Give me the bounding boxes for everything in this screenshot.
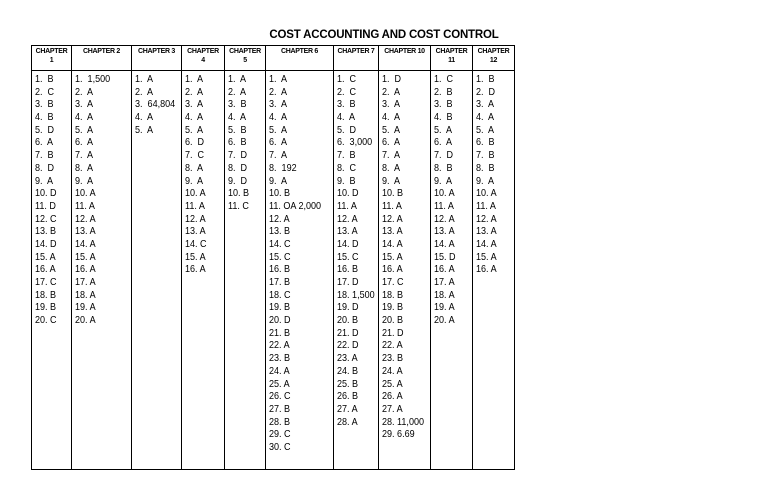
answer-item: 1. A [135, 73, 154, 85]
answer-item: 17. C [382, 276, 404, 288]
answer-list [334, 71, 378, 428]
answer-item: 13. A [476, 225, 497, 238]
answer-item: 22. D [337, 339, 359, 352]
answer-item: 7. B [35, 149, 54, 162]
answer-list [32, 71, 71, 327]
answer-item: 6. D [185, 136, 205, 149]
answer-item: 6. A [75, 136, 94, 149]
answer-item: 3. B [35, 98, 54, 111]
answer-item: 4. A [476, 111, 495, 124]
answer-item: 26. B [337, 390, 359, 403]
answer-item: 12. A [476, 212, 497, 225]
answer-item: 9. A [75, 174, 94, 187]
answer-item: 10. A [185, 187, 206, 200]
answer-item: 11. C [228, 199, 249, 212]
answer-item: 12. A [434, 212, 455, 225]
chapter-header: CHAPTER 5 [225, 46, 265, 71]
answer-item: 20. D [269, 314, 291, 327]
answer-item: 25. B [337, 377, 359, 390]
answer-item: 2. A [135, 85, 154, 98]
answer-item: 11. A [434, 199, 454, 212]
answer-item: 27. A [382, 402, 403, 415]
answer-item: 22. A [269, 339, 290, 352]
answer-item: 13. B [35, 225, 57, 238]
answer-item: 10. A [75, 187, 96, 200]
answer-item: 15. C [269, 250, 291, 263]
answer-item: 5. A [269, 123, 288, 136]
answer-item: 3. B [337, 98, 356, 111]
answer-item: 4. B [35, 111, 54, 124]
answer-item: 2. A [75, 85, 94, 98]
answer-item: 2. C [337, 85, 357, 98]
answer-item: 24. A [269, 364, 290, 377]
answer-item: 24. B [337, 364, 359, 377]
answer-item: 5. D [337, 123, 357, 136]
answer-item: 8. C [337, 161, 357, 174]
answer-item: 20. A [75, 314, 96, 327]
answer-item: 18. B [35, 288, 57, 301]
answer-item: 11. A [476, 199, 496, 212]
answer-item: 7. D [434, 149, 454, 162]
answer-item: 16. A [185, 263, 206, 276]
answer-item: 2. A [185, 85, 204, 98]
answer-list [132, 71, 181, 136]
answer-item: 23. A [337, 352, 358, 365]
answer-item: 18. 1,500 [337, 288, 375, 301]
answer-item: 1. A [269, 73, 288, 85]
chapter-column [32, 46, 72, 469]
answer-item: 7. D [228, 149, 248, 162]
answer-item: 2. B [434, 85, 453, 98]
answer-item: 15. A [476, 250, 497, 263]
answer-item: 26. C [269, 390, 291, 403]
answer-item: 4. A [75, 111, 94, 124]
answer-item: 1. C [434, 73, 454, 85]
answer-item: 23. B [382, 352, 404, 365]
answer-item: 21. D [337, 326, 359, 339]
answer-item: 5. B [228, 123, 247, 136]
answer-item: 7. C [185, 149, 205, 162]
answer-item: 2. C [35, 85, 55, 98]
answer-item: 16. A [382, 263, 403, 276]
answer-item: 2. D [476, 85, 496, 98]
answer-item: 10. A [476, 187, 497, 200]
answer-list [431, 71, 472, 327]
answer-item: 28. 11,000 [382, 415, 425, 428]
chapter-header: CHAPTER 3 [132, 46, 181, 71]
answer-item: 8. D [228, 161, 248, 174]
answer-item: 12. A [185, 212, 206, 225]
answer-item: 1. C [337, 73, 357, 85]
answer-list [379, 71, 430, 441]
answer-item: 22. A [382, 339, 403, 352]
answer-item: 16. A [434, 263, 455, 276]
chapter-header: CHAPTER 4 [182, 46, 224, 71]
answer-item: 14. D [337, 237, 359, 250]
answer-item: 10. D [337, 187, 359, 200]
answer-item: 5. A [476, 123, 495, 136]
answer-item: 8. 192 [269, 161, 297, 174]
answer-item: 20. B [337, 314, 359, 327]
answer-item: 17. C [35, 276, 57, 288]
answer-item: 9. B [337, 174, 356, 187]
answer-item: 4. A [269, 111, 288, 124]
answer-item: 15. A [35, 250, 56, 263]
answer-item: 8. A [185, 161, 204, 174]
answer-item: 13. A [337, 225, 358, 238]
answer-item: 19. B [35, 301, 57, 314]
answer-item: 21. B [269, 326, 291, 339]
answer-item: 15. D [434, 250, 456, 263]
chapter-column [431, 46, 473, 469]
answer-item: 12. A [337, 212, 358, 225]
chapter-column [72, 46, 132, 469]
answer-item: 17. A [434, 276, 455, 288]
answer-item: 6. A [382, 136, 401, 149]
answer-item: 11. A [337, 199, 357, 212]
answer-item: 6. B [228, 136, 247, 149]
chapter-header: CHAPTER 12 [473, 46, 514, 71]
answer-item: 20. A [434, 314, 455, 327]
answer-item: 25. A [382, 377, 403, 390]
answer-item: 15. A [75, 250, 96, 263]
answer-item: 23. B [269, 352, 291, 365]
answer-item: 27. A [337, 402, 358, 415]
answer-item: 8. D [35, 161, 55, 174]
answer-item: 3. A [75, 98, 94, 111]
answer-list [225, 71, 265, 213]
chapter-column [182, 46, 225, 469]
answer-item: 25. A [269, 377, 290, 390]
answer-item: 1. B [476, 73, 495, 85]
chapter-header: CHAPTER 10 [379, 46, 430, 71]
answer-item: 1. B [35, 73, 54, 85]
answer-item: 10. D [35, 187, 57, 200]
answer-item: 16. B [269, 263, 291, 276]
answer-item: 13. A [382, 225, 403, 238]
answer-item: 5. A [434, 123, 453, 136]
answer-item: 1. A [228, 73, 247, 85]
answer-item: 11. A [185, 199, 205, 212]
answer-item: 5. A [135, 123, 154, 136]
answer-item: 5. A [382, 123, 401, 136]
answer-item: 19. A [75, 301, 96, 314]
answer-item: 9. A [185, 174, 204, 187]
answer-item: 18. C [269, 288, 291, 301]
answer-item: 9. A [35, 174, 54, 187]
answer-list [266, 71, 333, 454]
answer-item: 7. A [269, 149, 288, 162]
answer-item: 18. B [382, 288, 404, 301]
answer-item: 1. D [382, 73, 402, 85]
answer-item: 9. A [434, 174, 453, 187]
answer-item: 19. B [382, 301, 404, 314]
answer-item: 17. A [75, 276, 96, 288]
answer-item: 12. A [75, 212, 96, 225]
answer-item: 2. A [382, 85, 401, 98]
answer-item: 14. A [434, 237, 455, 250]
answer-item: 5. A [75, 123, 94, 136]
answer-item: 30. C [269, 440, 291, 453]
answer-item: 12. A [382, 212, 403, 225]
answer-item: 11. A [75, 199, 95, 212]
answer-item: 21. D [382, 326, 404, 339]
chapter-header: CHAPTER 6 [266, 46, 333, 71]
answer-item: 19. B [269, 301, 291, 314]
answer-item: 10. A [434, 187, 455, 200]
answer-item: 28. B [269, 415, 291, 428]
answer-item: 29. C [269, 428, 291, 441]
answer-item: 11. OA 2,000 [269, 199, 322, 212]
answer-item: 7. A [382, 149, 401, 162]
chapter-column [334, 46, 379, 469]
answer-item: 6. 3,000 [337, 136, 373, 149]
answer-item: 5. D [35, 123, 55, 136]
answer-item: 6. A [269, 136, 288, 149]
answer-item: 16. B [337, 263, 359, 276]
answer-item: 9. A [476, 174, 495, 187]
answer-list [473, 71, 514, 276]
answer-item: 19. A [434, 301, 455, 314]
answer-item: 1. A [185, 73, 204, 85]
answer-key-table [31, 45, 515, 470]
answer-item: 6. A [434, 136, 453, 149]
answer-item: 4. A [337, 111, 356, 124]
answer-item: 6. B [476, 136, 495, 149]
chapter-column [266, 46, 334, 469]
chapter-header: CHAPTER 7 [334, 46, 378, 71]
answer-list [182, 71, 224, 276]
chapter-column [225, 46, 266, 469]
answer-item: 8. A [382, 161, 401, 174]
answer-item: 15. A [382, 250, 403, 263]
answer-item: 3. A [382, 98, 401, 111]
answer-item: 14. C [185, 237, 207, 250]
answer-item: 24. A [382, 364, 403, 377]
answer-item: 16. A [476, 263, 497, 276]
chapter-header: CHAPTER 1 [32, 46, 71, 71]
answer-item: 16. A [75, 263, 96, 276]
answer-item: 3. A [269, 98, 288, 111]
answer-item: 28. A [337, 415, 358, 428]
answer-item: 3. A [476, 98, 495, 111]
answer-item: 1. 1,500 [75, 73, 111, 85]
answer-item: 4. B [434, 111, 453, 124]
answer-item: 4. A [228, 111, 247, 124]
answer-item: 13. A [434, 225, 455, 238]
answer-item: 10. B [382, 187, 404, 200]
answer-item: 7. A [75, 149, 94, 162]
answer-item: 13. B [269, 225, 291, 238]
answer-item: 14. D [35, 237, 57, 250]
answer-item: 10. B [228, 187, 250, 200]
answer-item: 14. A [476, 237, 497, 250]
answer-item: 8. B [434, 161, 453, 174]
answer-item: 4. A [185, 111, 204, 124]
answer-item: 9. A [269, 174, 288, 187]
answer-item: 12. C [35, 212, 57, 225]
answer-item: 27. B [269, 402, 291, 415]
answer-item: 9. A [382, 174, 401, 187]
chapter-header: CHAPTER 11 [431, 46, 472, 71]
answer-item: 12. A [269, 212, 290, 225]
answer-item: 11. D [35, 199, 56, 212]
answer-item: 18. A [75, 288, 96, 301]
answer-item: 13. A [185, 225, 206, 238]
answer-item: 7. B [476, 149, 495, 162]
answer-item: 19. D [337, 301, 359, 314]
chapter-column [379, 46, 431, 469]
answer-item: 26. A [382, 390, 403, 403]
answer-item: 4. A [382, 111, 401, 124]
answer-item: 15. C [337, 250, 359, 263]
answer-item: 3. B [228, 98, 247, 111]
answer-item: 14. A [382, 237, 403, 250]
answer-item: 20. B [382, 314, 404, 327]
chapter-column [473, 46, 514, 469]
answer-item: 11. A [382, 199, 402, 212]
answer-item: 7. B [337, 149, 356, 162]
answer-item: 2. A [228, 85, 247, 98]
answer-item: 15. A [185, 250, 206, 263]
answer-item: 5. A [185, 123, 204, 136]
chapter-column [132, 46, 182, 469]
answer-item: 17. D [337, 276, 359, 288]
answer-list [72, 71, 131, 327]
answer-item: 9. D [228, 174, 248, 187]
answer-item: 13. A [75, 225, 96, 238]
answer-item: 8. A [75, 161, 94, 174]
answer-item: 20. C [35, 314, 57, 327]
page-title: COST ACCOUNTING AND COST CONTROL [269, 29, 499, 41]
answer-item: 3. A [185, 98, 204, 111]
answer-item: 16. A [35, 263, 56, 276]
answer-item: 3. B [434, 98, 453, 111]
answer-item: 14. A [75, 237, 96, 250]
answer-item: 4. A [135, 111, 154, 124]
answer-item: 29. 6.69 [382, 428, 415, 441]
answer-item: 3. 64,804 [135, 98, 176, 111]
answer-item: 2. A [269, 85, 288, 98]
chapter-header: CHAPTER 2 [72, 46, 131, 71]
answer-item: 17. B [269, 276, 291, 288]
answer-item: 8. B [476, 161, 495, 174]
answer-item: 6. A [35, 136, 54, 149]
answer-item: 18. A [434, 288, 455, 301]
answer-item: 10. B [269, 187, 291, 200]
answer-item: 14. C [269, 237, 291, 250]
